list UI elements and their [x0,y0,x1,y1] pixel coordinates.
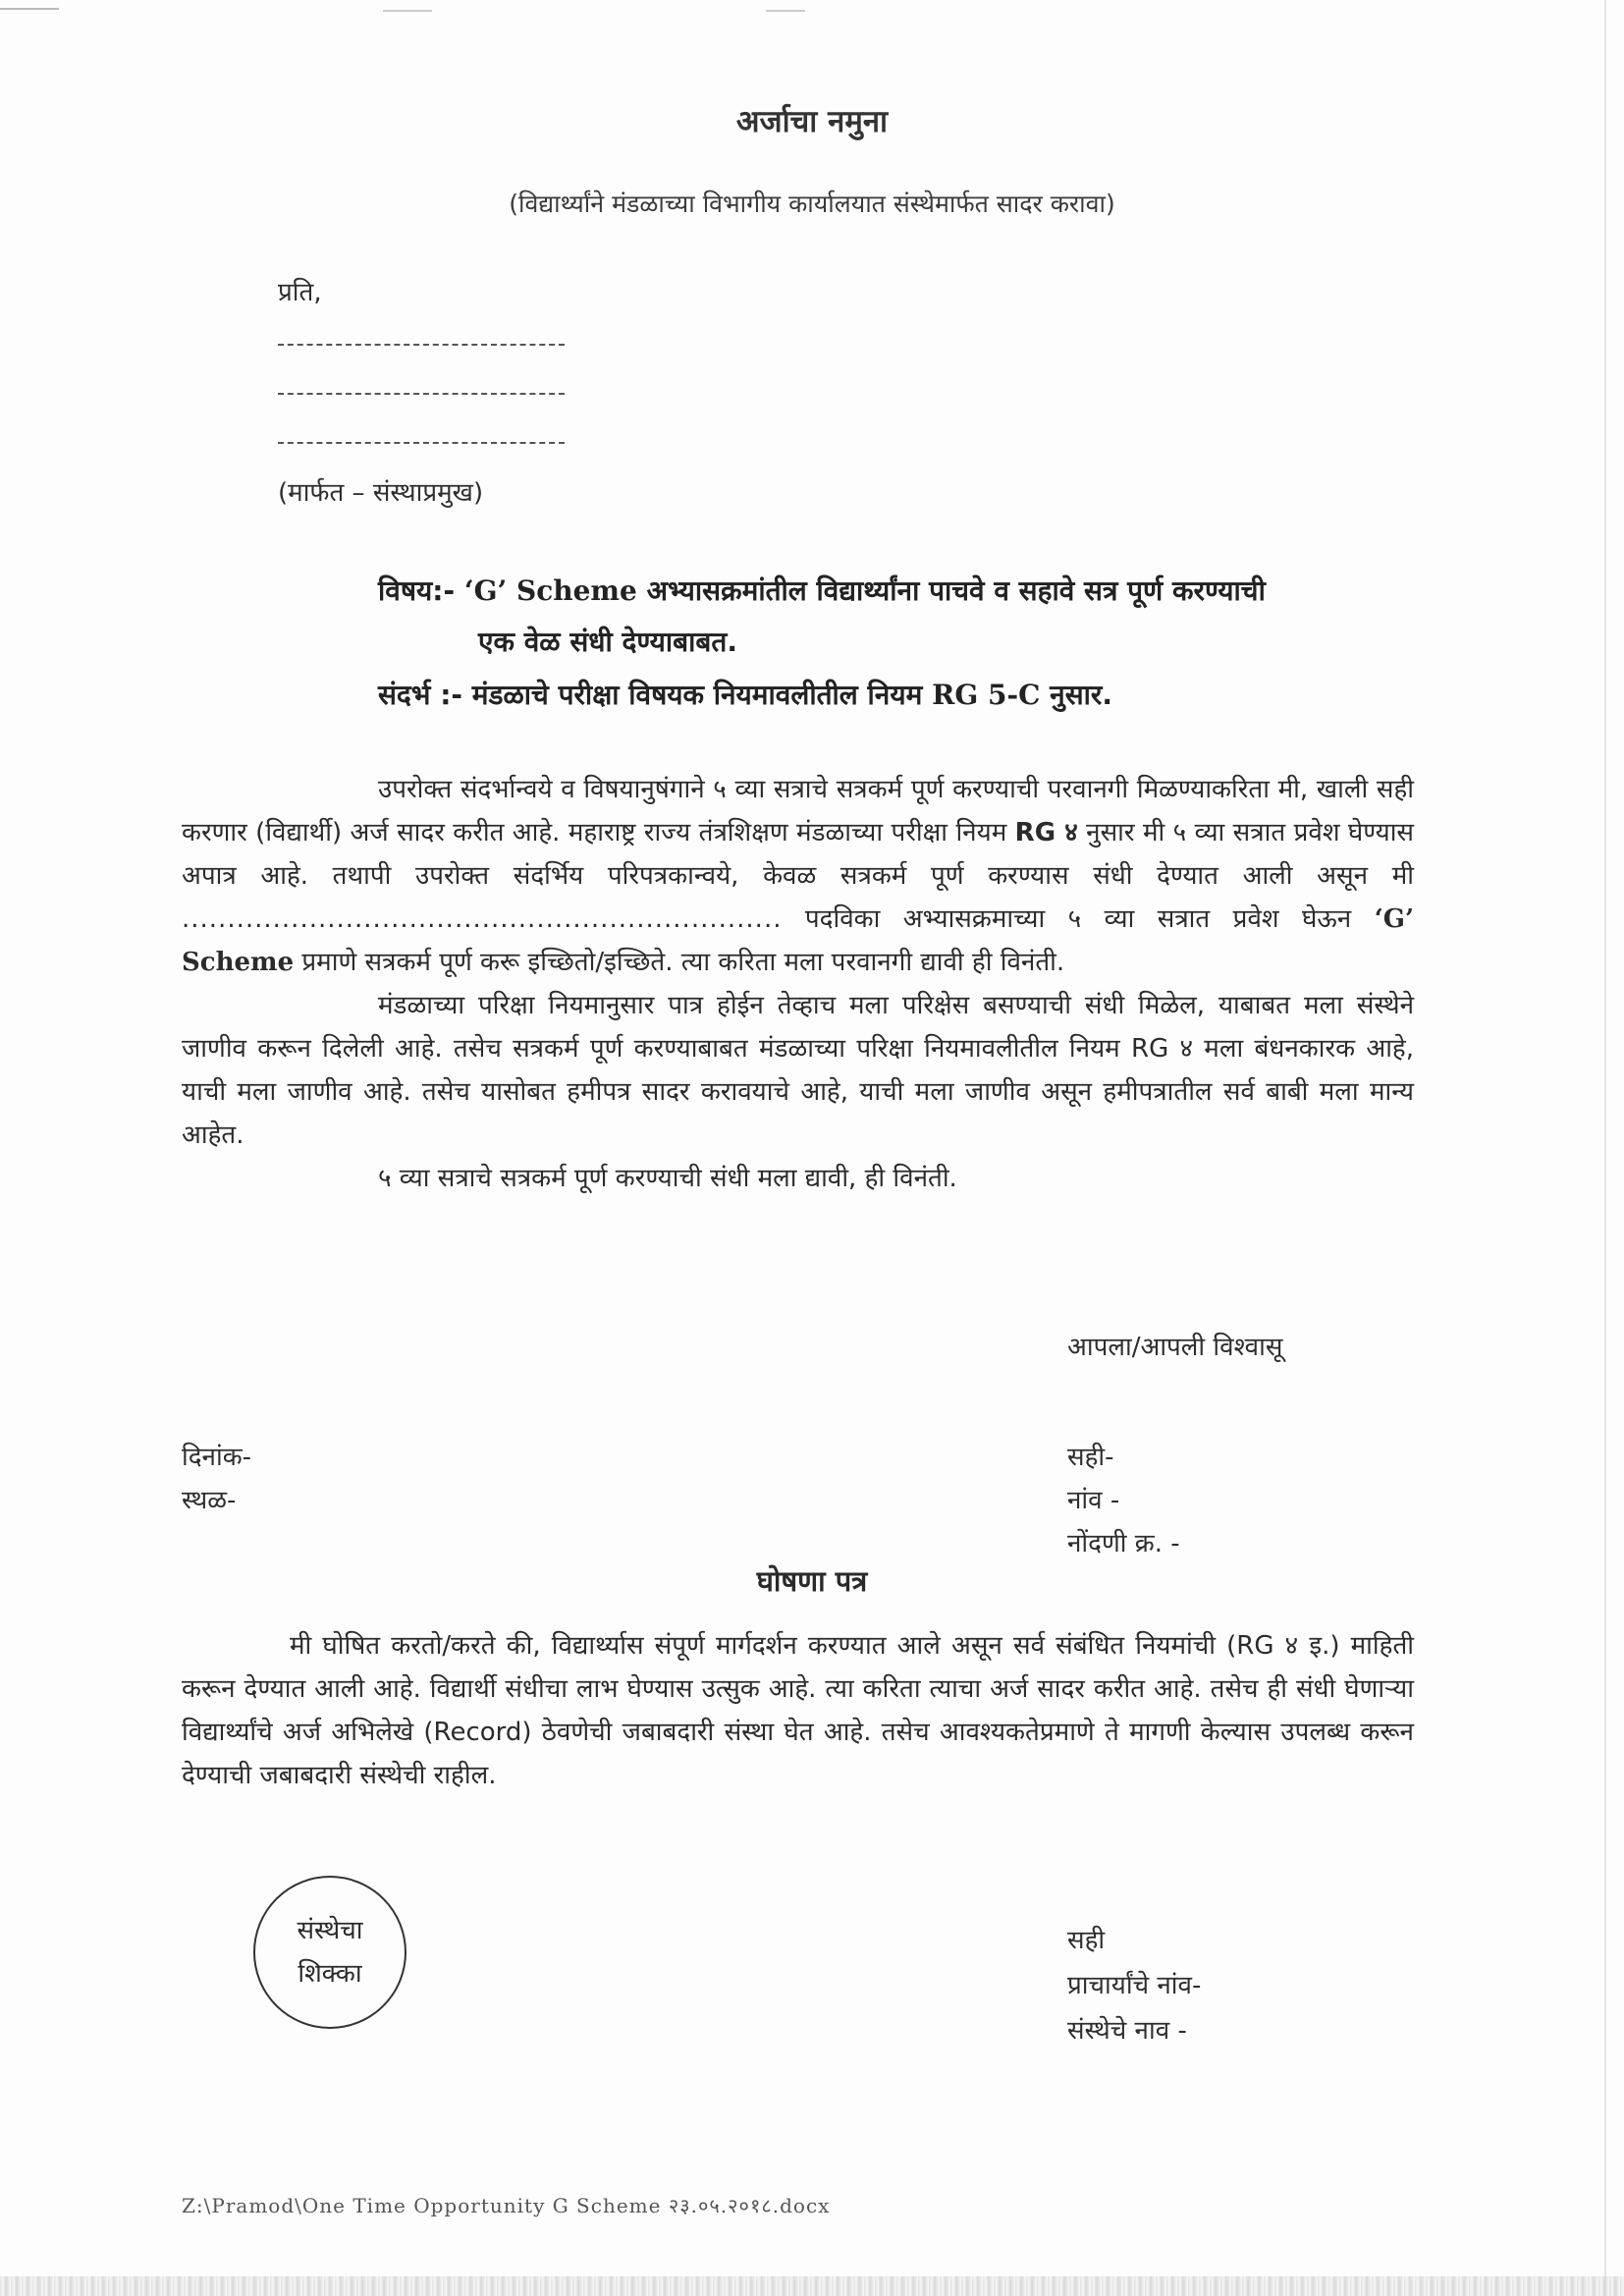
principal-name-label: प्राचार्यांचे नांव- [1067,1971,1202,2000]
scan-edge-right [1604,0,1606,2296]
closing-yours: आपला/आपली विश्वासू [1067,1333,1283,1362]
addressee-to: प्रति, [278,278,322,307]
student-name-label: नांव - [1067,1486,1120,1515]
page-title: अर्जाचा नमुना [735,104,889,139]
declaration-paragraph: मी घोषित करतो/करते की, विद्यार्थ्यास संपूर्ण मार्गदर्शन करण्यात आले असून सर्व संबंधित नियमांची (RG ४ इ.) माहिती करून देण्यात आली आहे. विद्यार्थी संधीचा लाभ घेण्यास उत्सुक आहे. त्या करिता त्याचा अर्ज सादर करीत आहे. तसेच ही संधी घेणाऱ्या विद्यार्थ्यांचे अर्ज अभिलेखे (Record) ठेवणेची जबाबदारी संस्था घेत आहे. तसेच आवश्यकतेप्रमाणे ते मागणी केल्यास उपलब्ध करून देण्याची जबाबदारी संस्थेची राहील. [182,1631,1414,1790]
application-body [182,768,1414,1200]
rule-ref: RG ४ [1014,818,1078,847]
reference-text: मंडळाचे परीक्षा विषयक नियमावलीतील नियम [471,679,923,711]
addressee-via: (मार्फत – संस्थाप्रमुख) [278,478,484,508]
declaration-heading: घोषणा पत्र [756,1564,868,1598]
scan-edge-mark [766,10,805,12]
scheme-ref: ‘G’ Scheme [182,904,1414,977]
reference-end: नुसार. [1050,679,1112,711]
place-label: स्थळ- [182,1486,237,1515]
body-paragraph-1 [182,768,1414,984]
seal-line-2: शिक्का [298,1959,362,1989]
reference-label: संदर्भ :- [378,679,463,711]
date-label: दिनांक- [182,1443,252,1472]
body-text: उपरोक्त संदर्भान्वये व विषयानुषंगाने ५ व्या सत्राचे सत्रकर्म पूर्ण करण्याची परवानगी मिळण्याकरिता मी, खाली सही करणार (विद्यार्थी) अर्ज सादर करीत आहे. महाराष्ट्र राज्य तंत्रशिक्षण मंडळाच्या परीक्षा नियम [182,775,1414,847]
body-text: पदविका अभ्यासक्रमाच्या ५ व्या सत्रात प्रवेश घेऊन [804,904,1352,934]
institute-name-label: संस्थेचे नाव - [1067,2016,1187,2046]
principal-signature-label: सही [1067,1926,1106,1955]
declaration-body [182,1624,1414,1797]
subject-line-2: एक वेळ संधी देण्याबाबत. [478,626,737,658]
subject-scheme: ‘G’ Scheme [463,574,637,607]
page-subtitle: (विद्यार्थ्यांने मंडळाच्या विभागीय कार्यालयात संस्थेमार्फत सादर करावा) [509,190,1115,218]
subject-text: अभ्यासक्रमांतील विद्यार्थ्यांना पाचवे व सहावे सत्र पूर्ण करण्याची [646,574,1266,607]
seal-line-1: संस्थेचा [297,1916,363,1945]
file-path-footer: Z:\Pramod\One Time Opportunity G Scheme २३.०५.२०१८.docx [182,2194,831,2217]
reference-rule: RG 5-C [932,679,1041,711]
body-paragraph-3: ५ व्या सत्राचे सत्रकर्म पूर्ण करण्याची संधी मला द्यावी, ही विनंती. [378,1164,957,1193]
student-signature-label: सही- [1067,1443,1114,1472]
scan-edge-bottom [0,2276,1624,2296]
institute-seal-circle [253,1876,406,2029]
name-fill-blank[interactable]: .................................................................. [182,904,783,934]
scan-edge-mark [383,10,432,12]
registration-number-label: नोंदणी क्र. - [1067,1529,1180,1558]
subject-line-1 [378,572,1266,609]
body-text: प्रमाणे सत्रकर्म पूर्ण करू इच्छितो/इच्छिते. त्या करिता मला परवानगी द्यावी ही विनंती. [301,948,1065,977]
addressee-blank-line-3[interactable] [278,442,565,444]
scan-edge-mark [0,8,59,10]
addressee-blank-line-1[interactable] [278,344,565,346]
body-text: नुसार मी ५ व्या सत्रात प्रवेश घेण्यास अपात्र आहे. तथापी उपरोक्त संदर्भिय परिपत्रकान्वये, केवळ सत्रकर्म पूर्ण करण्यास संधी देण्यात आली असून मी [182,818,1415,891]
subject-label: विषय:- [378,574,456,607]
body-paragraph-2: मंडळाच्या परिक्षा नियमानुसार पात्र होईन तेव्हाच मला परिक्षेस बसण्याची संधी मिळेल, याबाबत मला संस्थेने जाणीव करून दिलेली आहे. तसेच सत्रकर्म पूर्ण करण्याबाबत मंडळाच्या परिक्षा नियमावलीतील नियम RG ४ मला बंधनकारक आहे, याची मला जाणीव आहे. तसेच यासोबत हमीपत्र सादर करावयाचे आहे, याची मला जाणीव असून हमीपत्रातील सर्व बाबी मला मान्य आहेत. [182,991,1414,1150]
reference-line [378,676,1112,713]
addressee-blank-line-2[interactable] [278,393,565,395]
